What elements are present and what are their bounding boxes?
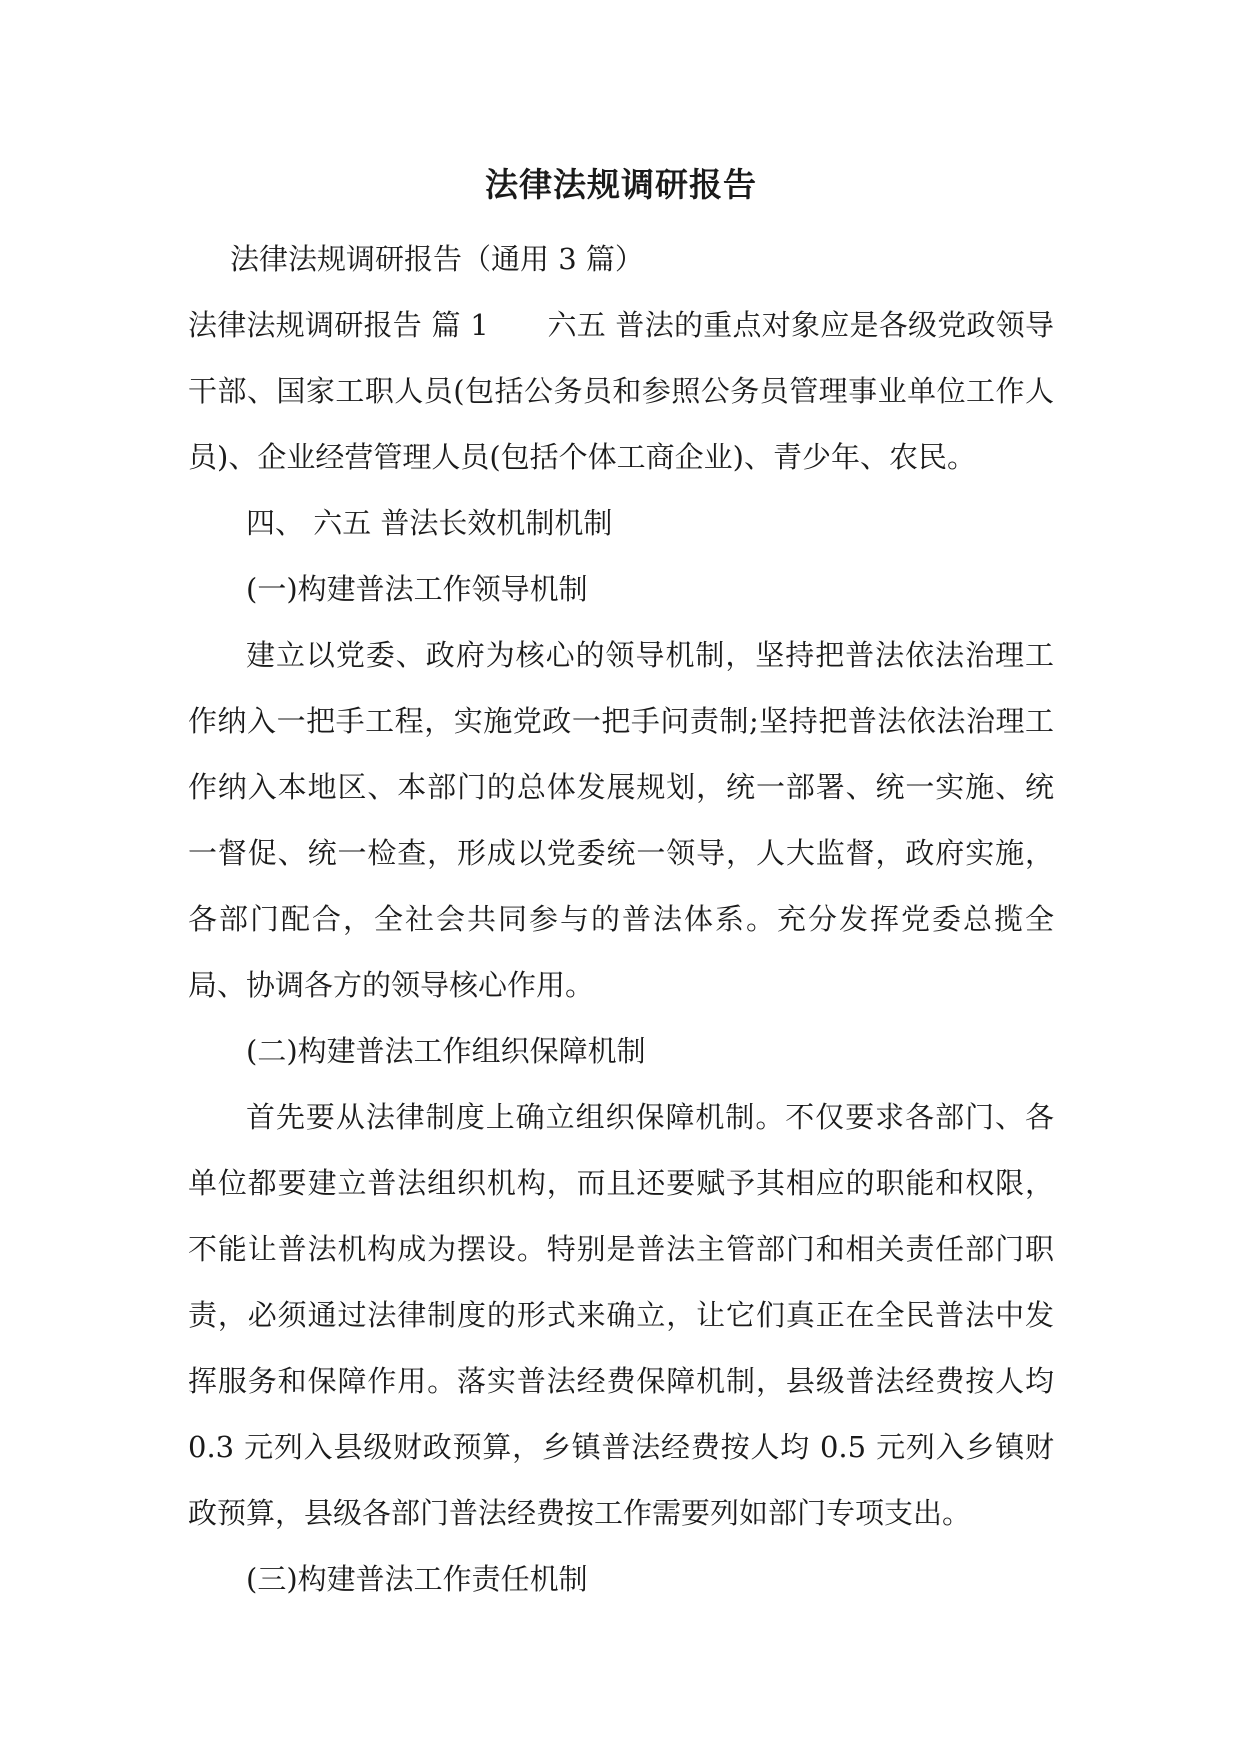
- subsection-heading-2: (二)构建普法工作组织保障机制: [246, 1034, 646, 1068]
- paragraph-organization-mechanism: 首先要从法律制度上确立组织保障机制。不仅要求各部门、各单位都要建立普法组织机构，而且还要赋予其相应的职能和权限，不能让普法机构成为摆设。特别是普法主管部门和相关责任部门职责，必须通过法律制度的形式来确立，让它们真正在全民普法中发挥服务和保障作用。落实普法经费保障机制，县级普法经费按人均 0.3 元列入县级财政预算，乡镇普法经费按人均 0.5 元列入乡镇财政预算，县级各部门普法经费按工作需要列如部门专项支出。: [188, 1100, 1054, 1530]
- document-page: [188, 160, 1054, 1612]
- subsection-heading-3: (三)构建普法工作责任机制: [246, 1562, 588, 1596]
- document-subtitle: 法律法规调研报告（通用 3 篇）: [230, 242, 644, 276]
- paragraph-leadership-mechanism: 建立以党委、政府为核心的领导机制，坚持把普法依法治理工作纳入一把手工程，实施党政一把手问责制;坚持把普法依法治理工作纳入本地区、本部门的总体发展规划，统一部署、统一实施、统一督促、统一检查，形成以党委统一领导，人大监督，政府实施，各部门配合，全社会共同参与的普法体系。充分发挥党委总揽全局、协调各方的领导核心作用。: [188, 638, 1054, 1002]
- paragraph-intro: 法律法规调研报告 篇 1 六五 普法的重点对象应是各级党政领导干部、国家工职人员(包括公务员和参照公务员管理事业单位工作人员)、企业经营管理人员(包括个体工商企业)、青少年、农民。: [188, 308, 1054, 474]
- subsection-heading-1: (一)构建普法工作领导机制: [246, 572, 588, 606]
- document-title: 法律法规调研报告: [485, 165, 757, 204]
- section-heading-4: 四、 六五 普法长效机制机制: [246, 506, 613, 540]
